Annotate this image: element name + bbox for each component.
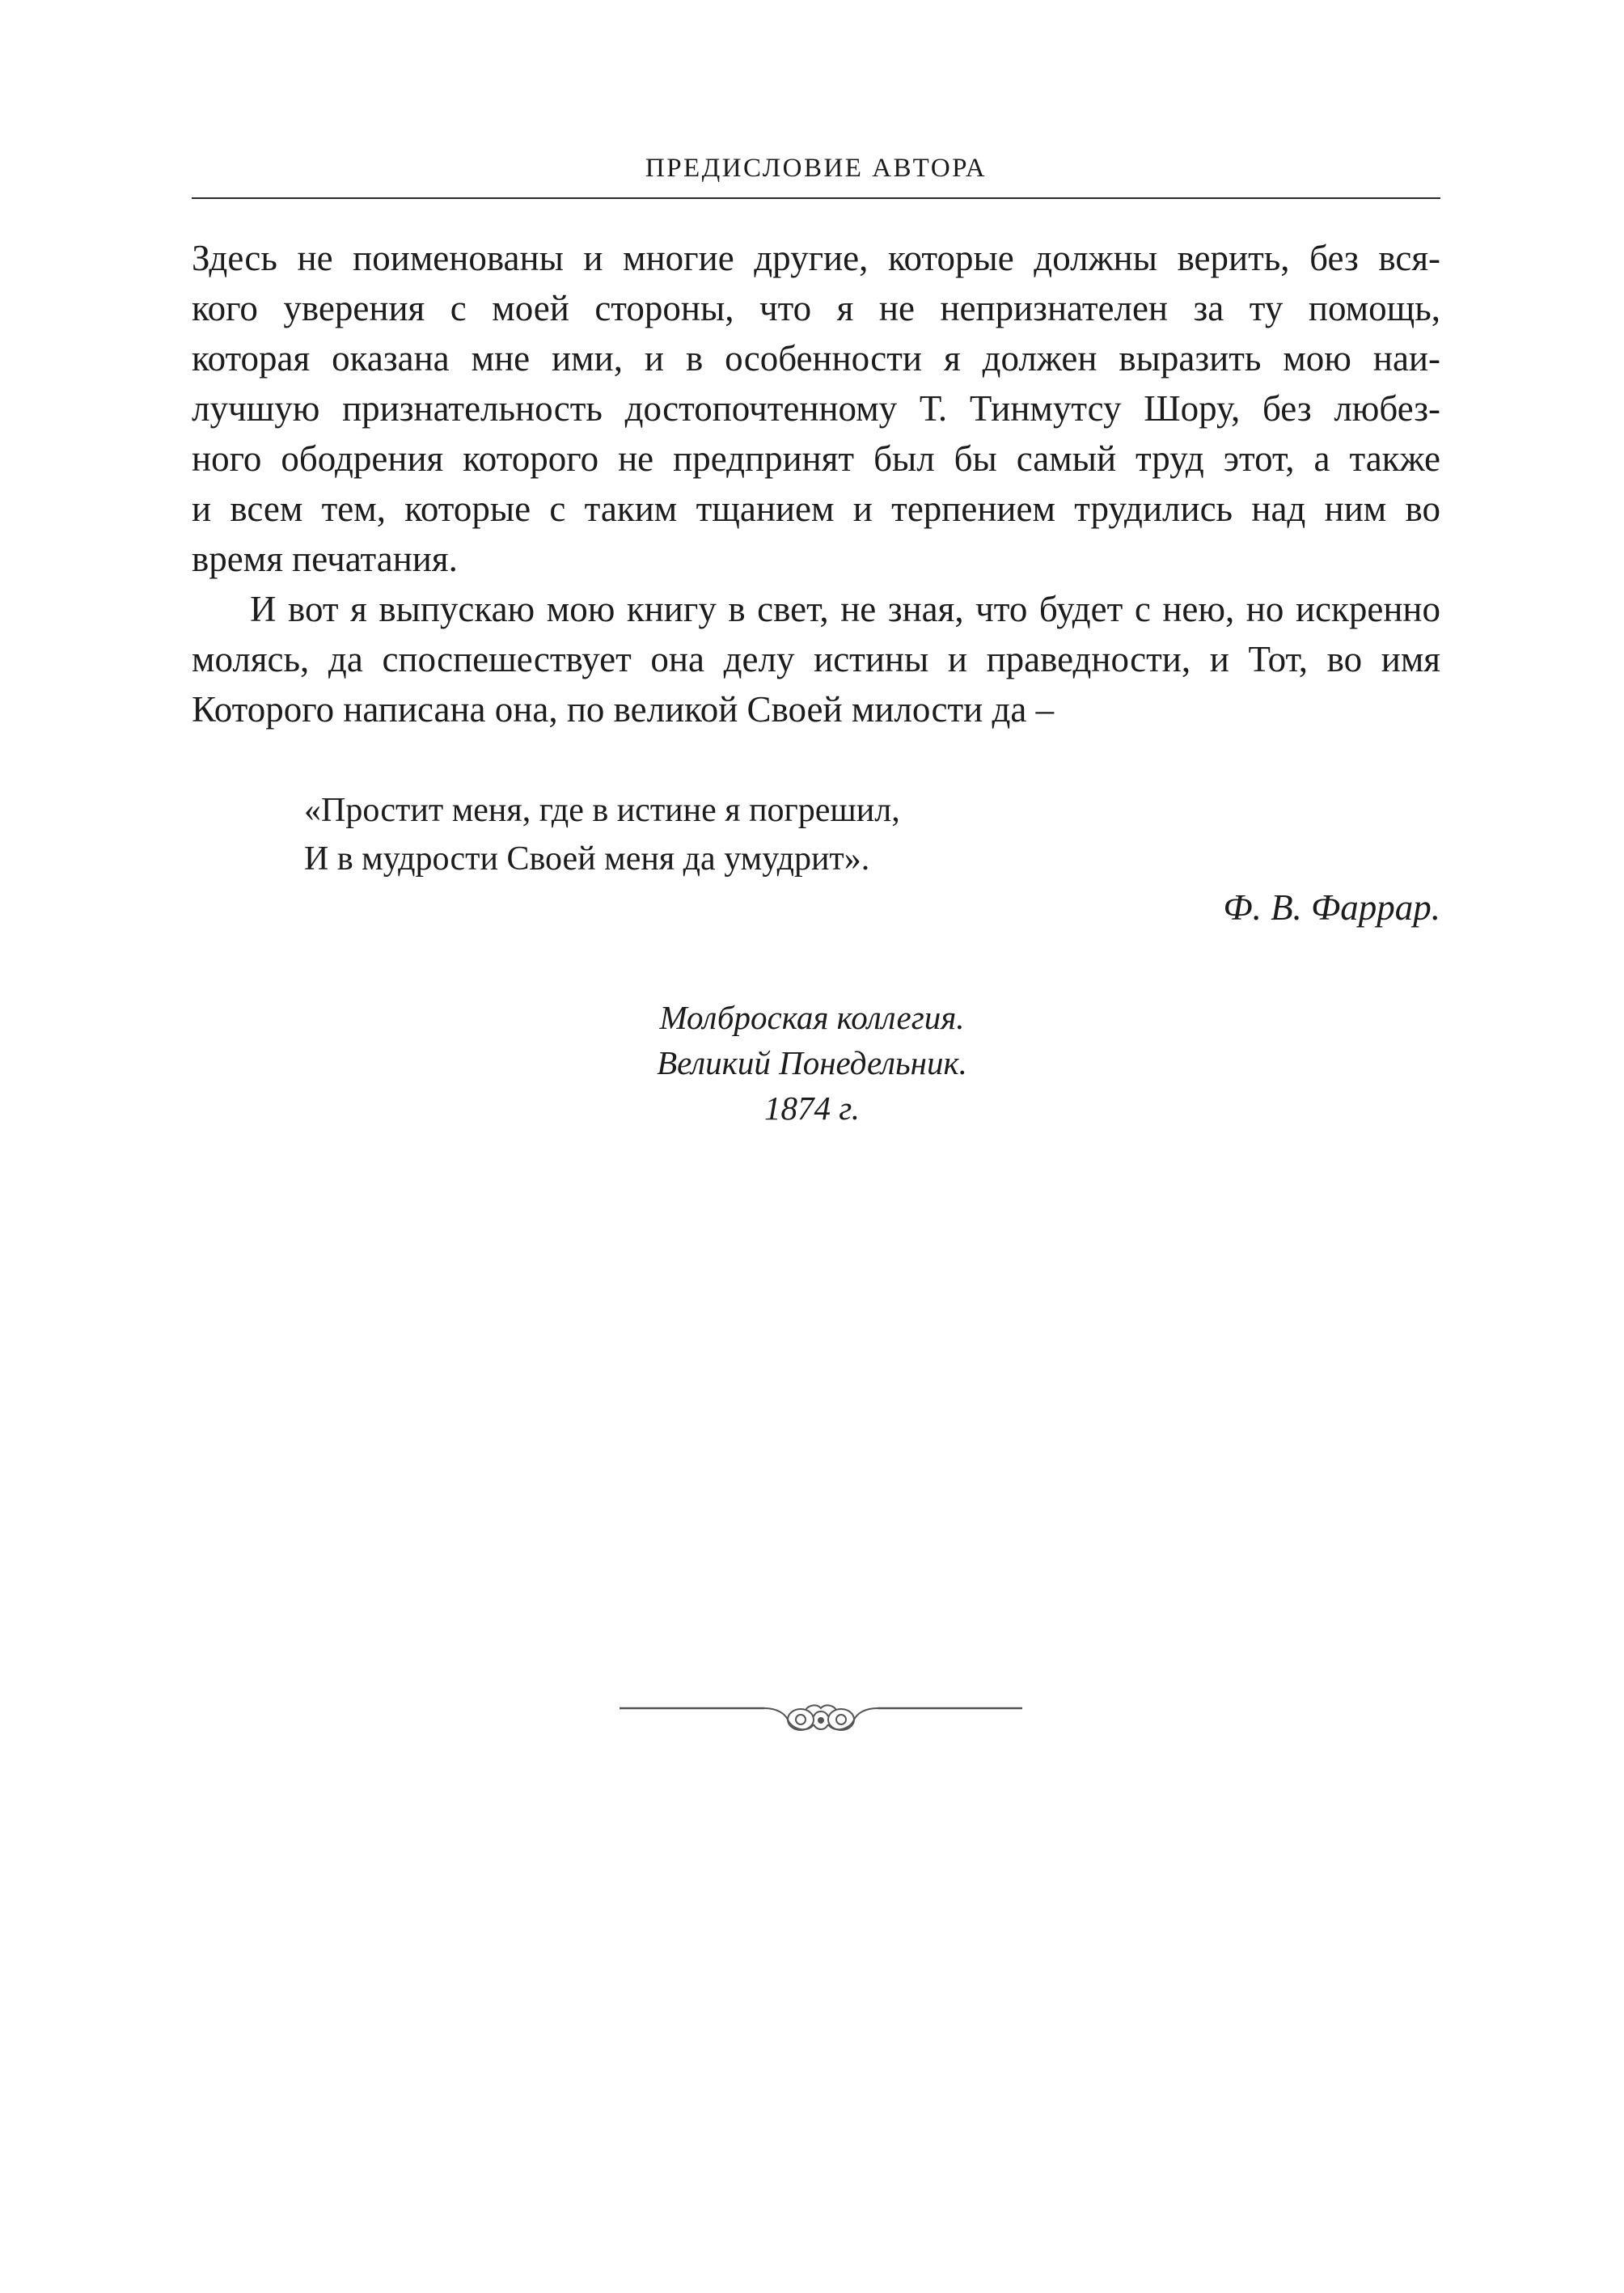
running-header: ПРЕДИСЛОВИЕ АВТОРА [645, 154, 988, 183]
paragraph-1-line-3: которая оказана мне ими, и в особенности я должен выразить мою наи- [192, 338, 1440, 379]
paragraph-1-line-7: время печатания. [192, 539, 458, 579]
paragraph-1-line-4: лучшую признательность достопочтенному Т. Тинмутсу Шору, без любез- [192, 388, 1440, 429]
paragraph-1-line-5: ного ободрения которого не предпринят был бы самый труд этот, а также [192, 438, 1440, 479]
dateline-year: 1874 г. [764, 1089, 860, 1127]
dateline [488, 995, 1136, 1131]
paragraph-1-line-1: Здесь не поименованы и многие другие, которые должны верить, без вся- [192, 238, 1440, 278]
verse-line-1: «Простит меня, где в истине я погрешил, [304, 792, 900, 829]
decorative-tailpiece-icon [615, 1692, 1027, 1741]
dateline-day: Великий Понедельник. [657, 1044, 967, 1081]
verse-quote [304, 786, 900, 883]
author-signature: Ф. В. Фаррар. [1223, 887, 1440, 928]
dateline-place: Молброская коллегия. [659, 999, 965, 1036]
paragraph-2-line-3: Которого написана она, по великой Своей милости да – [192, 689, 1055, 730]
body-text [192, 233, 1440, 734]
verse-line-2: И в мудрости Своей меня да умудрит». [304, 840, 870, 878]
paragraph-1-line-2: кого уверения с моей стороны, что я не непризнателен за ту помощь, [192, 288, 1440, 328]
paragraph-1-line-6: и всем тем, которые с таким тщанием и терпением трудились над ним во [192, 489, 1440, 529]
paragraph-2-line-1: И вот я выпускаю мою книгу в свет, не зная, что будет с нею, но искренно [250, 589, 1440, 629]
paragraph-2-line-2: молясь, да споспешествует она делу истины и праведности, и Тот, во имя [192, 639, 1440, 679]
header-rule [192, 197, 1440, 199]
